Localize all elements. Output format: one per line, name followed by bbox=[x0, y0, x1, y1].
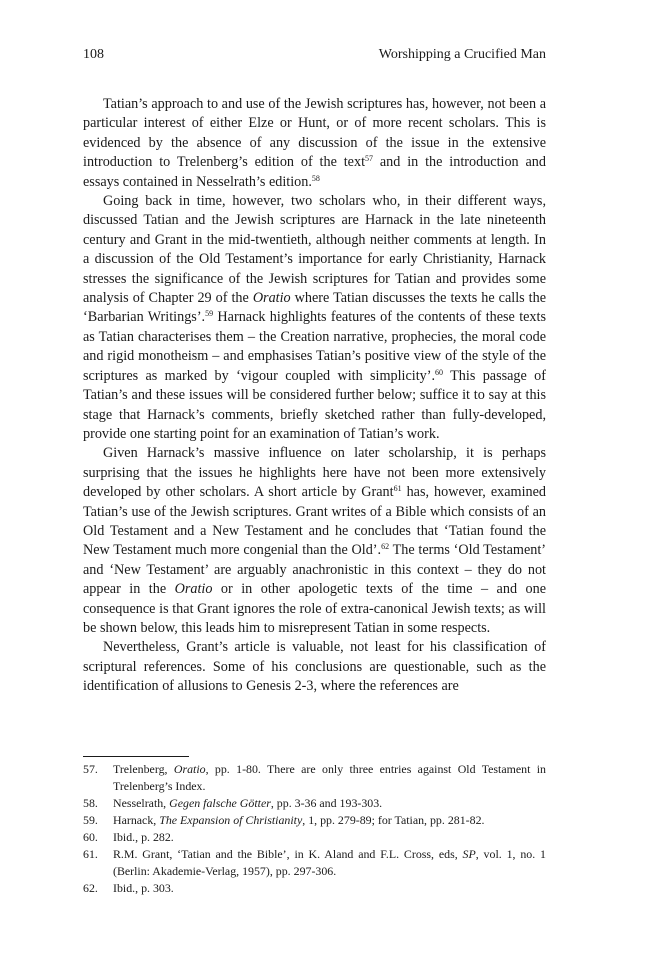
footnotes bbox=[83, 761, 546, 897]
paragraph-4 bbox=[83, 638, 546, 696]
footnote-ref-61[interactable]: 61 bbox=[393, 484, 402, 494]
text-run: , pp. 3-36 and 193-303. bbox=[270, 796, 383, 810]
footnote-text bbox=[113, 846, 546, 880]
running-title: Worshipping a Crucified Man bbox=[378, 47, 546, 62]
text-run: Harnack, bbox=[113, 813, 160, 827]
text-run: R.M. Grant, ‘Tatian and the Bible’, in K. Aland and F.L. Cross, eds, bbox=[113, 847, 463, 861]
footnote-58 bbox=[83, 795, 546, 812]
text-run: Nevertheless, Grant’s article is valuable, not least for his classification of scriptural references. Some of his conclusions are questionable, such as the identification of allusions to Genesis 2-3, where the references are bbox=[83, 639, 546, 695]
text-run: Given Harnack’s massive influence on later scholarship, it is perhaps surprising that the issues he highlights here have not been more extensively developed by other scholars. A short article by Grant bbox=[83, 445, 546, 501]
text-run: Nesselrath, bbox=[113, 796, 170, 810]
footnote-divider bbox=[83, 756, 189, 757]
footnote-59 bbox=[83, 812, 546, 829]
footnote-ref-59[interactable]: 59 bbox=[205, 309, 214, 319]
footnote-number: 61. bbox=[83, 847, 98, 861]
footnote-number: 57. bbox=[83, 762, 98, 776]
paragraph-1 bbox=[83, 95, 546, 192]
text-run: Going back in time, however, two scholars who, in their different ways, discussed Tatian and the Jewish scriptures are Harnack in the late nineteenth century and Grant in the mid-twentieth, although neither comments at length. In a discussion of the Old Testament’s importance for early Christianity, Harnack stresses the significance of the Jewish scriptures for Tatian and provides some analysis of Chapter 29 of the bbox=[83, 193, 546, 307]
text-run: and in the introduction and essays contained in Nesselrath’s edition. bbox=[83, 154, 546, 190]
footnote-text bbox=[113, 812, 546, 829]
text-run: Harnack highlights features of the contents of these texts as Tatian characterises them – the Creation narrative, prophecies, the moral code and rigid monotheism – and emphasises Tatian’s positive view of the style of the scriptures as marked by ‘vigour coupled with simplicity’. bbox=[83, 309, 546, 384]
footnote-57 bbox=[83, 761, 546, 795]
footnote-61 bbox=[83, 846, 546, 880]
italic-title: Gegen falsche Götter bbox=[169, 796, 271, 810]
footnote-text bbox=[113, 795, 546, 812]
text-run: has, however, examined Tatian’s use of the Jewish scriptures. Grant writes of a Bible which consists of an Old Testament and a New Testament and he concludes that ‘Tatian found the New Testament much more congenial than the Old’. bbox=[83, 484, 546, 559]
text-run: This passage of Tatian’s and these issues will be considered further below; suffice it to say at this stage that Harnack’s comments, briefly sketched rather than fully-developed, provide one starting point for an examination of Tatian’s work. bbox=[83, 367, 546, 442]
footnote-ref-58[interactable]: 58 bbox=[311, 173, 320, 183]
footnote-ref-60[interactable]: 60 bbox=[435, 367, 444, 377]
running-header bbox=[83, 45, 546, 65]
text-run: where Tatian discusses the texts he calls the ‘Barbarian Writings’. bbox=[83, 290, 546, 326]
text-run: , vol. 1, no. 1 (Berlin: Akademie-Verlag, 1957), pp. 297-306. bbox=[113, 847, 546, 878]
footnote-text bbox=[113, 761, 546, 795]
footnote-60 bbox=[83, 829, 546, 846]
text-run: or in other apologetic texts of the time – and one consequence is that Grant ignores the role of extra-canonical Jewish texts; as will be shown below, this leads him to misrepresent Tatian in some respects. bbox=[83, 581, 547, 636]
footnote-text: Ibid., p. 303. bbox=[113, 881, 174, 895]
italic-title: SP bbox=[462, 847, 476, 861]
footnote-ref-57[interactable]: 57 bbox=[365, 154, 374, 164]
main-text bbox=[83, 95, 546, 697]
text-run: Tatian’s approach to and use of the Jewish scriptures has, however, not been a particular interest of either Elze or Hunt, or of more recent scholars. This is evidenced by the absence of any discussion of the issue in the extensive introduction to Trelenberg’s edition of the text bbox=[83, 96, 546, 171]
footnote-number: 58. bbox=[83, 796, 98, 810]
italic-title: Oratio bbox=[173, 762, 206, 776]
text-run: The terms ‘Old Testament’ and ‘New Testament’ are arguably anachronistic in this context – they do not appear in the bbox=[83, 542, 547, 598]
page-number: 108 bbox=[83, 47, 104, 62]
italic-title: Oratio bbox=[174, 581, 213, 598]
italic-title: Oratio bbox=[252, 290, 291, 307]
footnote-ref-62[interactable]: 62 bbox=[381, 542, 390, 552]
text-run: , 1, pp. 279-89; for Tatian, pp. 281-82. bbox=[302, 813, 485, 827]
footnote-number: 59. bbox=[83, 813, 98, 827]
text-run: Trelenberg, bbox=[113, 762, 174, 776]
italic-title: The Expansion of Christianity bbox=[159, 813, 303, 827]
text-run: , pp. 1-80. There are only three entries against Old Testament in Trelenberg’s Index. bbox=[113, 762, 547, 793]
footnote-number: 60. bbox=[83, 830, 98, 844]
paragraph-2 bbox=[83, 192, 546, 444]
footnote-62 bbox=[83, 880, 546, 897]
footnote-number: 62. bbox=[83, 881, 98, 895]
paragraph-3 bbox=[83, 444, 546, 638]
footnote-text: Ibid., p. 282. bbox=[113, 830, 174, 844]
